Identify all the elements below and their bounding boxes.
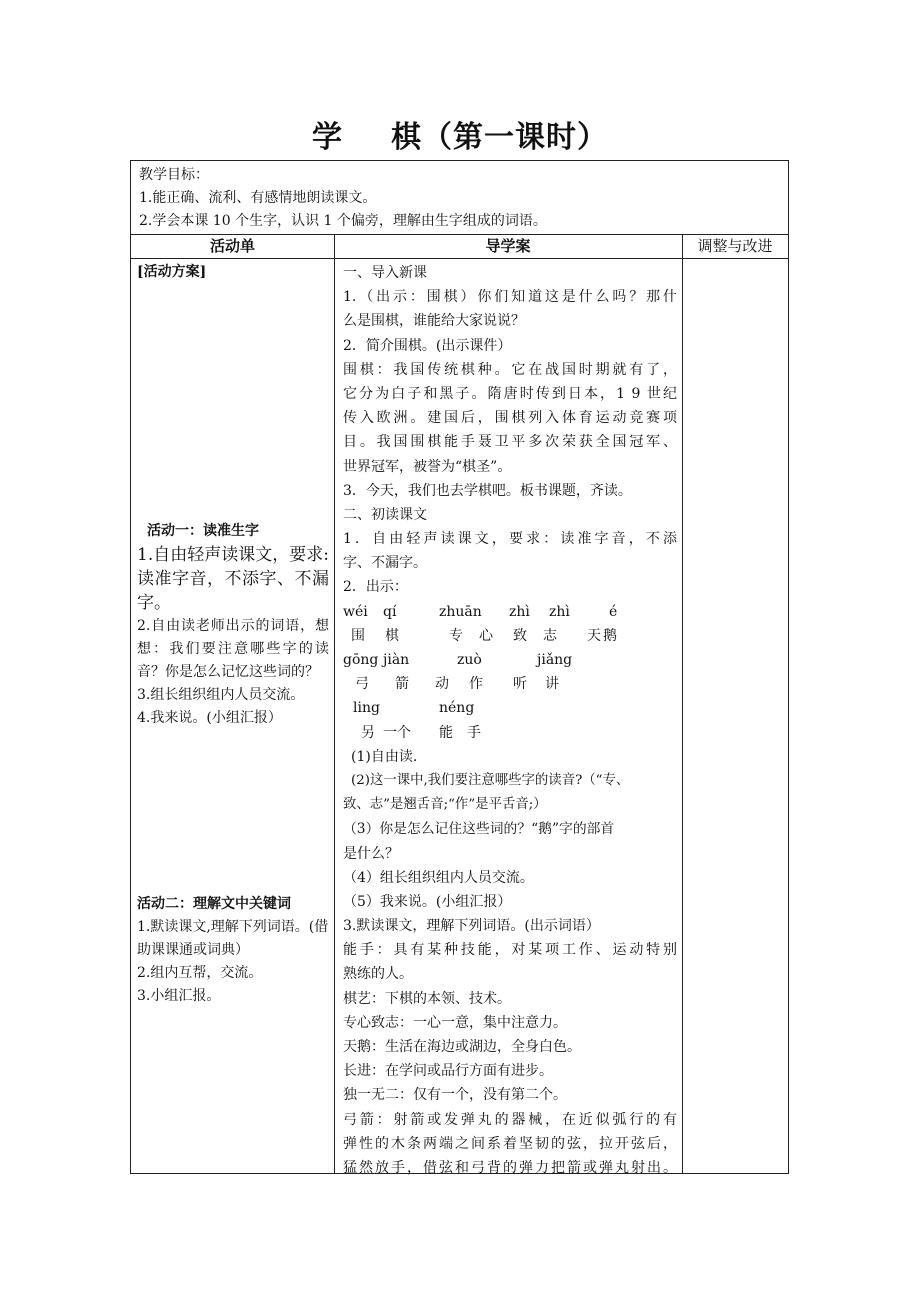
activity1-item: 3.组长组织组内人员交流。 (137, 687, 305, 703)
activity-plan-label: [活动方案] (137, 264, 207, 280)
word-row (343, 721, 677, 745)
guide-line: 它分为白子和黑子。隋唐时传到日本，1 9 世纪 (343, 385, 677, 402)
goals-label: 教学目标： (139, 167, 209, 183)
guide-line: 长进：在学问或品行方面有进步。 (343, 1063, 553, 1080)
guide-line: 弓箭：射箭或发弹丸的器械，在近似弧行的有 (343, 1111, 677, 1128)
activity1-item: 2.自由读老师出示的词语，想想：我们要注意哪些字的读音？你是怎么记忆这些词的？ (137, 618, 329, 680)
word-row (343, 624, 677, 648)
guide-line: 猛然放手，借弦和弓背的弹力把箭或弹丸射出。 (343, 1159, 677, 1176)
activity2-item: 3.小组汇报。 (137, 988, 221, 1004)
guide-line: 1.（出示：围棋）你们知道这是什么吗？那什 (343, 289, 677, 306)
guide-line: 传入欧洲。建国后，围棋列入体育运动竞赛项 (343, 410, 677, 427)
page-title: 学 棋（第一课时） (312, 120, 608, 155)
pinyin: qí (383, 603, 397, 620)
activity2-title: 活动二：理解文中关键词 (137, 896, 291, 912)
activity1-item: 1.自由轻声读课文，要求: 读准字音，不添字、不漏字。 (137, 545, 329, 613)
word: 能 (439, 724, 453, 741)
guide-line: 3．今天，我们也去学棋吧。板书课题，齐读。 (343, 482, 632, 499)
guide-line: 专心致志：一心一意，集中注意力。 (343, 1014, 567, 1031)
goal-item: 2.学会本课 10 个生字，认识 1 个偏旁，理解由生字组成的词语。 (139, 213, 547, 229)
pinyin: ling (353, 700, 380, 717)
pinyin: zuò (457, 652, 482, 668)
word: 手 (467, 724, 481, 741)
activity2-item: 2.组内互帮，交流。 (137, 965, 263, 981)
activity2-item: 1.默读课文,理解下列词语。(借助课课通或词典） (137, 919, 329, 958)
pinyin: wéi (343, 603, 368, 620)
guide-line: （4）组长组织组内人员交流。 (343, 869, 534, 886)
guide-line: 能手：具有某种技能，对某项工作、运动特别 (343, 942, 677, 959)
guide-line: 2．简介围棋。(出示课件） (343, 337, 512, 354)
guide-line: 弹性的木条两端之间系着坚韧的弦，拉开弦后， (343, 1135, 677, 1152)
guide-line: 致、志”是翘舌音;“作”是平舌音;） (343, 797, 547, 813)
activity-column (137, 261, 329, 1008)
guide-line: （3）你是怎么记住这些词的？“鹅”字的部首 (343, 821, 615, 838)
column-divider (334, 235, 335, 1173)
pinyin-row (343, 648, 677, 672)
header-activity: 活动单 (131, 235, 334, 259)
guide-column (343, 261, 677, 1180)
goal-item: 1.能正确、流利、有感情地朗读课文。 (139, 190, 377, 206)
header-adjust: 调整与改进 (682, 235, 788, 259)
pinyin-row (343, 600, 677, 624)
word: 棋 (385, 627, 399, 644)
word: 心 (479, 627, 493, 644)
pinyin: é (609, 603, 618, 620)
pinyin: zhuān (439, 603, 482, 620)
header-guide: 导学案 (334, 235, 682, 259)
guide-line: 3.默读课文，理解下列词语。(出示词语） (343, 918, 600, 935)
word: 天 (587, 627, 601, 644)
word: 志 (543, 627, 557, 644)
pinyin: gōng (343, 652, 379, 668)
word: 鹅 (603, 627, 617, 644)
word: 一个 (383, 724, 411, 741)
word: 弓 (355, 676, 369, 693)
pinyin: zhì (549, 603, 570, 620)
teaching-goals (131, 161, 788, 235)
guide-line: 是什么？ (343, 845, 399, 862)
word: 另 (361, 724, 375, 741)
word-row (343, 672, 677, 696)
word: 致 (513, 627, 527, 644)
guide-line: 围棋：我国传统棋种。它在战国时期就有了， (343, 361, 677, 378)
guide-line: 世界冠军，被誉为“棋圣”。 (343, 458, 512, 475)
guide-line: 目。我国围棋能手聂卫平多次荣获全国冠军、 (343, 434, 677, 451)
section-heading: 一、导入新课 (343, 265, 427, 281)
word: 听 (513, 676, 527, 693)
word: 作 (469, 676, 483, 693)
word: 围 (351, 627, 365, 644)
guide-line: 字、不漏字。 (343, 555, 427, 572)
pinyin: jiàn (383, 652, 410, 668)
guide-line: 么是围棋，谁能给大家说说？ (343, 313, 525, 330)
pinyin: jiǎng (537, 652, 573, 668)
activity1-title: 活动一：读准生字 (147, 523, 259, 539)
guide-line: 独一无二：仅有一个，没有第二个。 (343, 1087, 567, 1104)
guide-line: （5）我来说。(小组汇报） (343, 893, 512, 910)
guide-line: 天鹅：生活在海边或湖边，全身白色。 (343, 1039, 581, 1055)
guide-line: (2)这一课中,我们要注意哪些字的读音?（“专、 (351, 772, 630, 788)
activity1-item: 4.我来说。(小组汇报） (137, 710, 282, 726)
guide-line: 棋艺：下棋的本领、技术。 (343, 990, 511, 1007)
pinyin-row (343, 696, 677, 720)
guide-line: 熟练的人。 (343, 966, 413, 983)
guide-line: 1．自由轻声读课文，要求：读准字音，不添 (343, 531, 677, 548)
word: 箭 (395, 676, 409, 693)
guide-line: 2．出示： (343, 579, 408, 596)
pinyin: zhì (509, 603, 530, 620)
section-heading: 二、初读课文 (343, 506, 427, 523)
word: 专 (449, 627, 463, 644)
guide-line: (1)自由读. (351, 748, 418, 765)
word: 动 (435, 676, 449, 693)
lesson-table (130, 160, 789, 1174)
word: 讲 (545, 676, 559, 693)
column-divider (682, 235, 683, 1173)
pinyin: néng (439, 700, 475, 717)
